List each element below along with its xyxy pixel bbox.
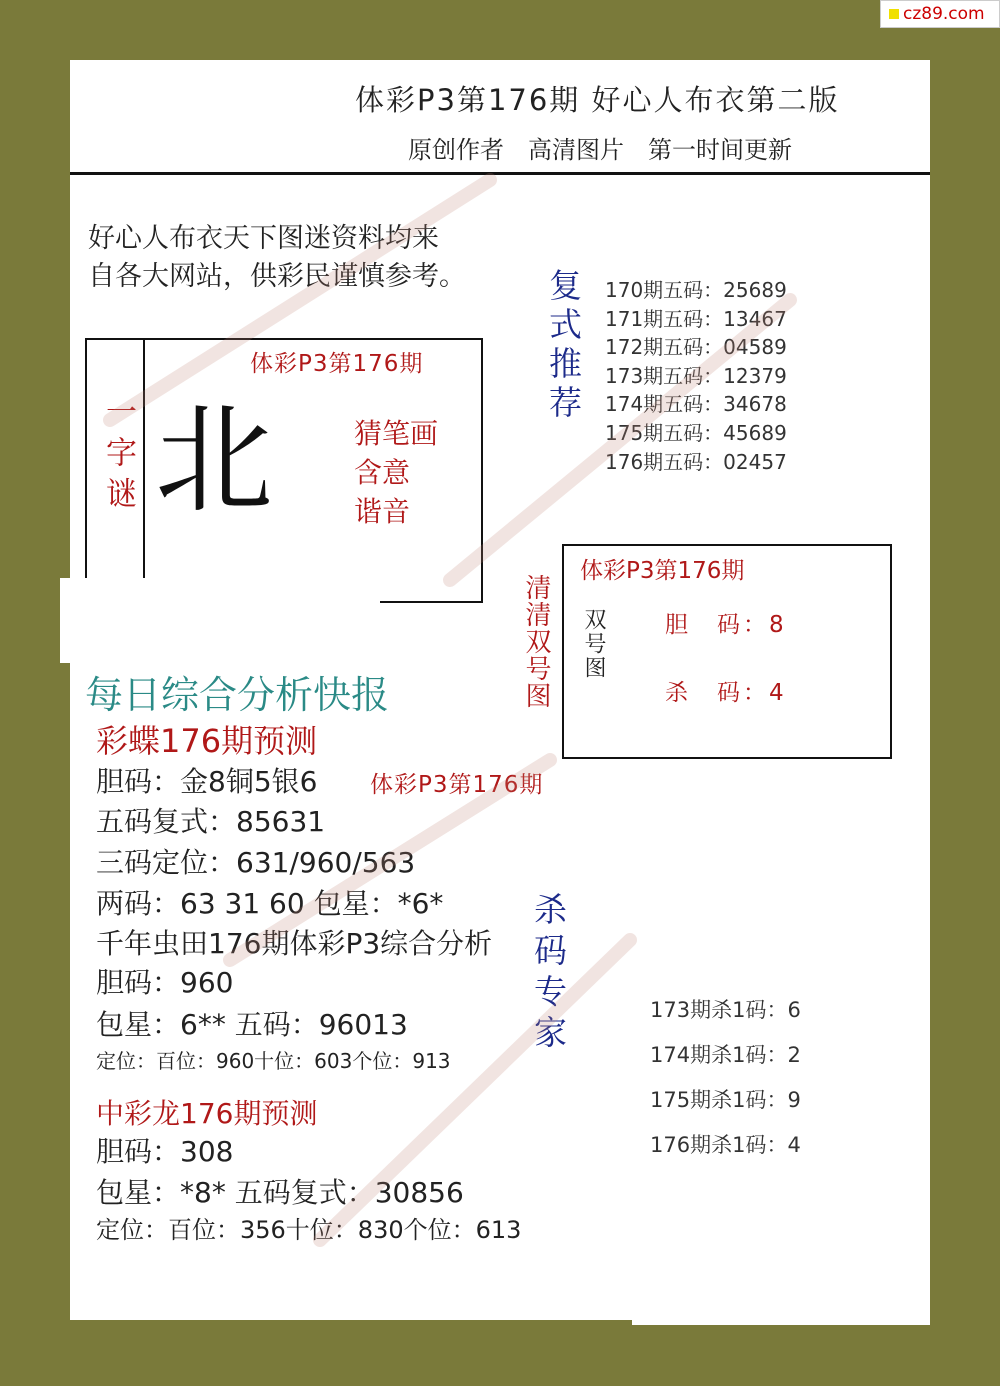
site-badge-text: cz89.com [903, 4, 985, 24]
riddle-character: 北 [155, 391, 274, 529]
qingqing-shuang-label: 双号图 [581, 608, 606, 680]
position-line: 定位：百位：356十位：830个位：613 [96, 1216, 522, 1244]
zcl-title: 中彩龙176期预测 [96, 1097, 318, 1130]
riddle-label: 一字谜 [100, 395, 136, 518]
list-item: 170期五码：25689 [605, 278, 787, 302]
list-item: 176期杀1码：4 [650, 1133, 801, 1157]
prediction-line: 包星：6** 五码：96013 [96, 1008, 408, 1041]
position-line: 定位：百位：960十位：603个位：913 [96, 1049, 451, 1073]
list-item: 176期五码：02457 [605, 449, 787, 474]
intro-line-1: 好心人布衣天下图迷资料均来 [88, 223, 439, 254]
qingqing-title: 体彩P3第176期 [580, 558, 745, 584]
prediction-line: 胆码：960 [96, 966, 234, 999]
list-item: 173期五码：12379 [605, 363, 787, 388]
list-item: 175期杀1码：9 [650, 1088, 801, 1112]
prediction-line: 千年虫田176期体彩P3综合分析 [96, 927, 493, 960]
prediction-line: 胆码：308 [96, 1135, 234, 1168]
prediction-line: 包星：*8* 五码复式：30856 [96, 1176, 464, 1209]
caidie-title: 彩蝶176期预测 [96, 722, 318, 760]
watermark-stroke [320, 940, 630, 1240]
list-item: 171期五码：13467 [605, 306, 787, 331]
watermark-stroke [450, 300, 790, 580]
list-item: 174期杀1码：2 [650, 1043, 801, 1067]
list-item: 172期五码：04589 [605, 335, 787, 360]
qingqing-sha: 杀 码：4 [665, 680, 787, 706]
page-title: 体彩P3第176期 好心人布衣第二版 [355, 83, 840, 117]
qingqing-label: 清清双号图 [521, 574, 551, 709]
site-badge[interactable] [880, 0, 1000, 28]
list-item: 174期五码：34678 [605, 392, 787, 417]
prediction-line: 三码定位：631/960/563 [96, 846, 416, 879]
prediction-line: 两码：63 31 60 包星：*6* [96, 887, 444, 920]
watermark-stroke [230, 760, 550, 960]
site-logo-icon [889, 9, 899, 19]
riddle-hint: 含意 [354, 456, 411, 489]
qingqing-dan: 胆 码：8 [665, 612, 787, 638]
riddle-hint: 谐音 [354, 495, 411, 528]
page-subtitle: 原创作者 高清图片 第一时间更新 [408, 136, 792, 164]
list-item: 175期五码：45689 [605, 420, 787, 445]
kill-label: 杀码专家 [529, 892, 568, 1056]
daily-title: 每日综合分析快报 [85, 673, 390, 717]
riddle-title: 体彩P3第176期 [250, 351, 424, 377]
list-item: 173期杀1码：6 [650, 998, 801, 1022]
watermark-stroke [110, 180, 490, 420]
watermark-graphic [70, 60, 930, 1320]
issue-tag: 体彩P3第176期 [370, 772, 544, 798]
prediction-line: 胆码：金8铜5银6 [96, 765, 318, 798]
fushi-label: 复式推荐 [544, 268, 583, 424]
intro-line-2: 自各大网站，供彩民谨慎参考。 [88, 261, 466, 292]
prediction-line: 五码复式：85631 [96, 805, 326, 838]
riddle-hint: 猜笔画 [354, 417, 439, 450]
